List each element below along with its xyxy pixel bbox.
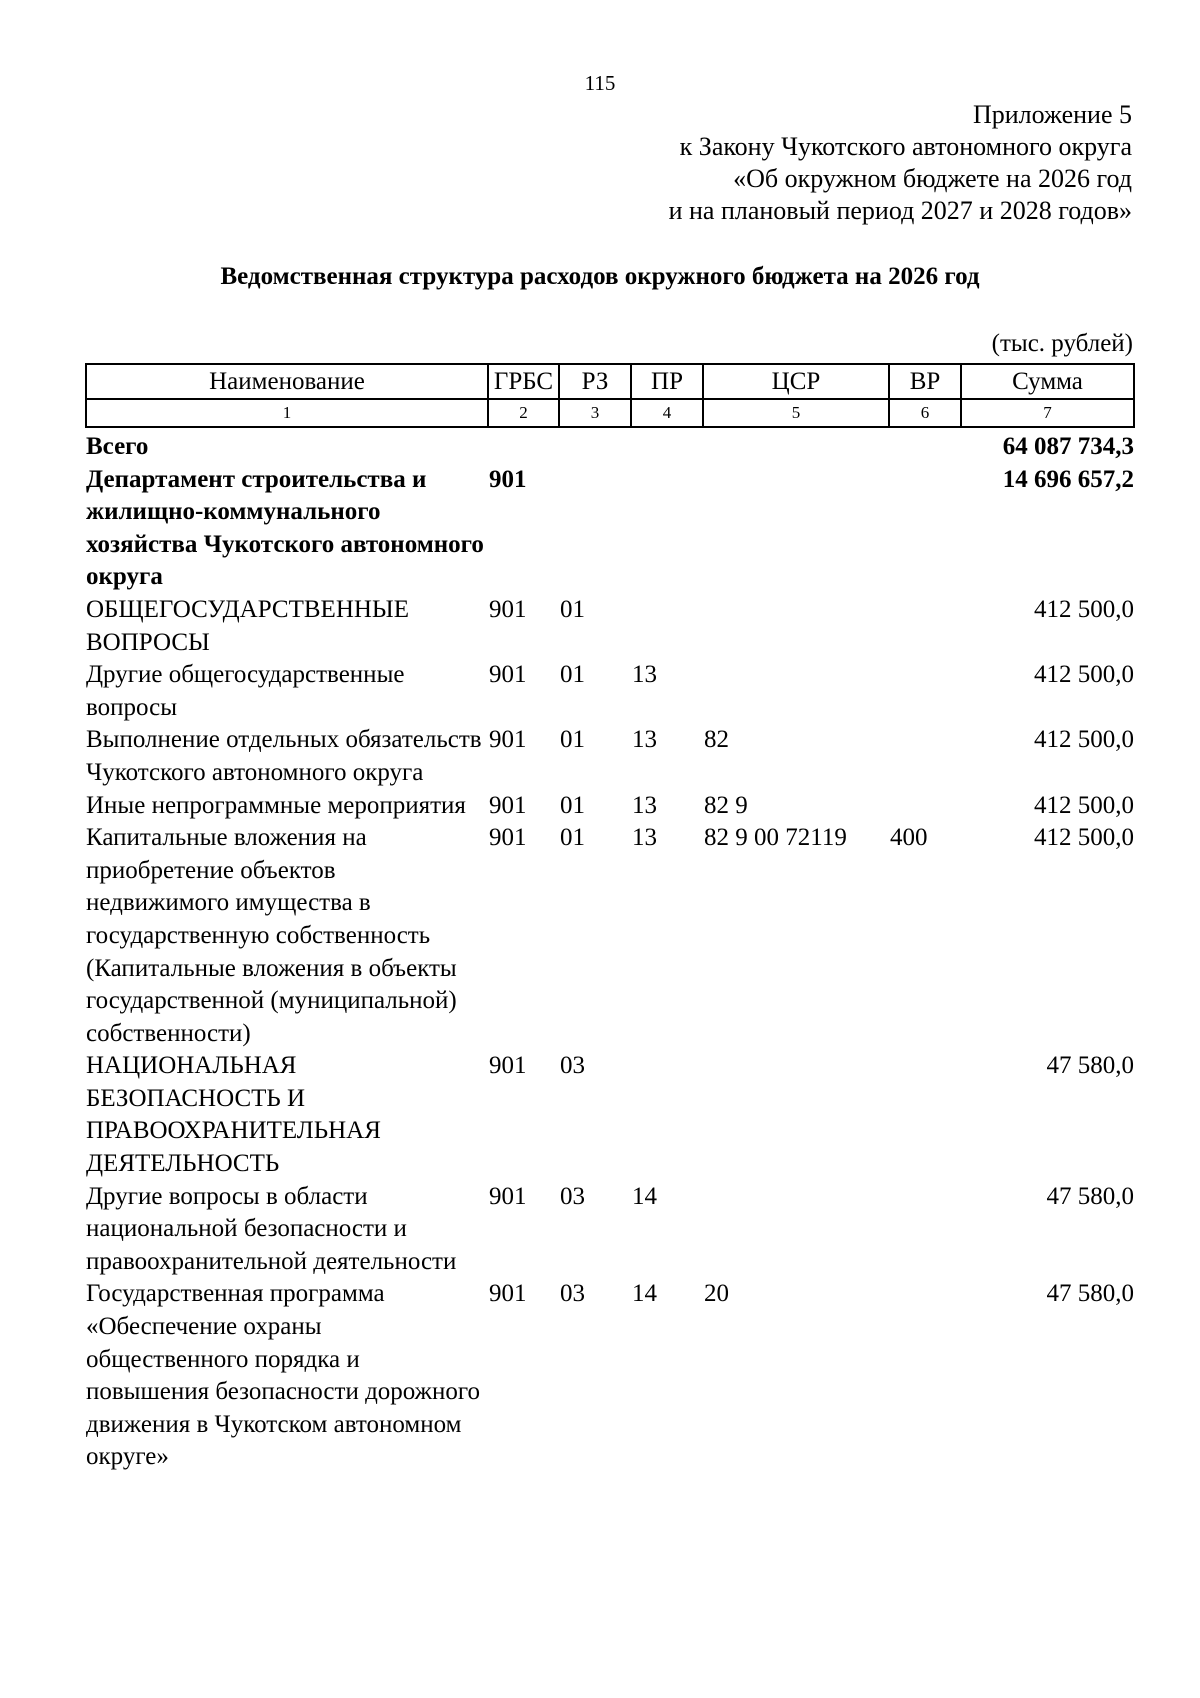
appendix-line: и на плановый период 2027 и 2028 годов» [668, 196, 1132, 225]
row-rz-cell: 01 [560, 726, 585, 754]
column-number-row [86, 399, 1134, 427]
row-grbs-cell: 901 [489, 1052, 527, 1080]
row-vr-cell [889, 1181, 961, 1279]
column-number: 5 [703, 399, 889, 427]
row-csr-cell: 82 9 [704, 791, 748, 819]
row-sum-cell: 412 500,0 [1034, 661, 1134, 689]
row-name-cell: НАЦИОНАЛЬНАЯ БЕЗОПАСНОСТЬ И ПРАВООХРАНИТЕЛЬНАЯ ДЕЯТЕЛЬНОСТЬ [86, 1052, 381, 1178]
table-row [86, 1050, 1134, 1180]
header-cell-vr: ВР [889, 364, 961, 399]
page-number: 115 [584, 71, 616, 95]
header-row [86, 364, 1134, 399]
row-name-cell: Государственная программа «Обеспечение охраны общественного порядка и повышения безопасности дорожного движения в Чукотском автономном округе» [86, 1280, 480, 1471]
row-csr-cell [703, 594, 889, 659]
budget-table [85, 363, 1135, 1474]
row-name-cell: Всего [86, 433, 149, 460]
row-rz-cell [559, 464, 631, 594]
row-vr-cell [889, 659, 961, 724]
row-sum-cell: 412 500,0 [1034, 726, 1134, 754]
row-csr-cell [703, 1050, 889, 1180]
units-label: (тыс. рублей) [991, 330, 1133, 357]
row-pr-cell [631, 594, 703, 659]
row-grbs-cell: 901 [489, 791, 527, 819]
row-grbs-cell: 901 [489, 1280, 527, 1308]
row-vr-cell [889, 464, 961, 594]
row-vr-cell [889, 594, 961, 659]
column-number: 1 [86, 399, 488, 427]
table-row [86, 822, 1134, 1050]
row-csr-cell: 82 9 00 72119 [704, 824, 847, 852]
appendix-header [669, 99, 1132, 227]
header-cell-name: Наименование [86, 364, 488, 399]
row-csr-cell [703, 464, 889, 594]
row-vr-cell: 400 [890, 824, 928, 852]
row-vr-cell [889, 1050, 961, 1180]
row-name-cell: Капитальные вложения на приобретение объектов недвижимого имущества в государственную собственность (Капитальные вложения в объекты государственной (муниципальной) собственности) [86, 824, 457, 1047]
document-title: Ведомственная структура расходов окружного бюджета на 2026 год [220, 263, 980, 290]
column-number: 6 [889, 399, 961, 427]
row-rz-cell: 01 [560, 661, 585, 689]
row-csr-cell [703, 659, 889, 724]
table-row [86, 427, 1134, 464]
row-name-cell: Департамент строительства и жилищно-коммунального хозяйства Чукотского автономного округа [86, 465, 484, 591]
table-row [86, 594, 1134, 659]
table-row [86, 464, 1134, 594]
row-vr-cell [889, 427, 961, 464]
row-grbs-cell [488, 427, 559, 464]
row-rz-cell: 01 [560, 595, 585, 623]
row-name-cell: Иные непрограммные мероприятия [86, 791, 466, 819]
header-cell-sum: Сумма [961, 364, 1134, 399]
table-body [86, 427, 1134, 1474]
row-csr-cell [703, 427, 889, 464]
row-pr-cell: 14 [632, 1280, 657, 1308]
column-number: 2 [488, 399, 559, 427]
row-pr-cell: 14 [632, 1182, 657, 1210]
row-pr-cell: 13 [632, 661, 657, 689]
row-pr-cell: 13 [632, 824, 657, 852]
row-sum-cell: 14 696 657,2 [1002, 465, 1134, 493]
row-grbs-cell: 901 [489, 465, 527, 493]
table-row [86, 1181, 1134, 1279]
table-header [86, 364, 1134, 427]
row-sum-cell: 47 580,0 [1046, 1052, 1134, 1080]
row-vr-cell [889, 1278, 961, 1474]
row-csr-cell: 82 [704, 726, 729, 754]
column-number: 3 [559, 399, 631, 427]
row-pr-cell: 13 [632, 791, 657, 819]
row-name-cell: Другие вопросы в области национальной безопасности и правоохранительной деятельности [86, 1182, 457, 1275]
row-rz-cell [559, 427, 631, 464]
header-cell-rz: РЗ [559, 364, 631, 399]
table-row [86, 1278, 1134, 1474]
row-pr-cell [631, 427, 703, 464]
row-sum-cell: 412 500,0 [1034, 824, 1134, 852]
row-vr-cell [889, 790, 961, 823]
table-row [86, 724, 1134, 789]
header-cell-grbs: ГРБС [488, 364, 559, 399]
appendix-line: «Об окружном бюджете на 2026 год [733, 164, 1132, 193]
row-sum-cell: 47 580,0 [1046, 1280, 1134, 1308]
row-grbs-cell: 901 [489, 1182, 527, 1210]
row-grbs-cell: 901 [489, 726, 527, 754]
row-pr-cell [631, 464, 703, 594]
row-rz-cell: 03 [560, 1052, 585, 1080]
table-row [86, 790, 1134, 823]
row-rz-cell: 03 [560, 1280, 585, 1308]
column-number: 4 [631, 399, 703, 427]
column-number: 7 [961, 399, 1134, 427]
row-vr-cell [889, 724, 961, 789]
row-grbs-cell: 901 [489, 661, 527, 689]
row-rz-cell: 03 [560, 1182, 585, 1210]
row-grbs-cell: 901 [489, 595, 527, 623]
row-name-cell: ОБЩЕГОСУДАРСТВЕННЫЕ ВОПРОСЫ [86, 595, 409, 656]
row-sum-cell: 412 500,0 [1034, 791, 1134, 819]
row-pr-cell [631, 1050, 703, 1180]
header-cell-csr: ЦСР [703, 364, 889, 399]
row-csr-cell: 20 [704, 1280, 729, 1308]
row-sum-cell: 47 580,0 [1046, 1182, 1134, 1210]
row-sum-cell: 64 087 734,3 [1002, 433, 1134, 460]
row-name-cell: Другие общегосударственные вопросы [86, 661, 405, 721]
appendix-line: Приложение 5 [972, 100, 1132, 129]
row-rz-cell: 01 [560, 824, 585, 852]
row-pr-cell: 13 [632, 726, 657, 754]
row-csr-cell [703, 1181, 889, 1279]
header-cell-pr: ПР [631, 364, 703, 399]
row-name-cell: Выполнение отдельных обязательств Чукотского автономного округа [86, 726, 482, 786]
row-sum-cell: 412 500,0 [1034, 595, 1134, 623]
row-rz-cell: 01 [560, 791, 585, 819]
appendix-line: к Закону Чукотского автономного округа [679, 132, 1132, 161]
row-grbs-cell: 901 [489, 824, 527, 852]
table-row [86, 659, 1134, 724]
